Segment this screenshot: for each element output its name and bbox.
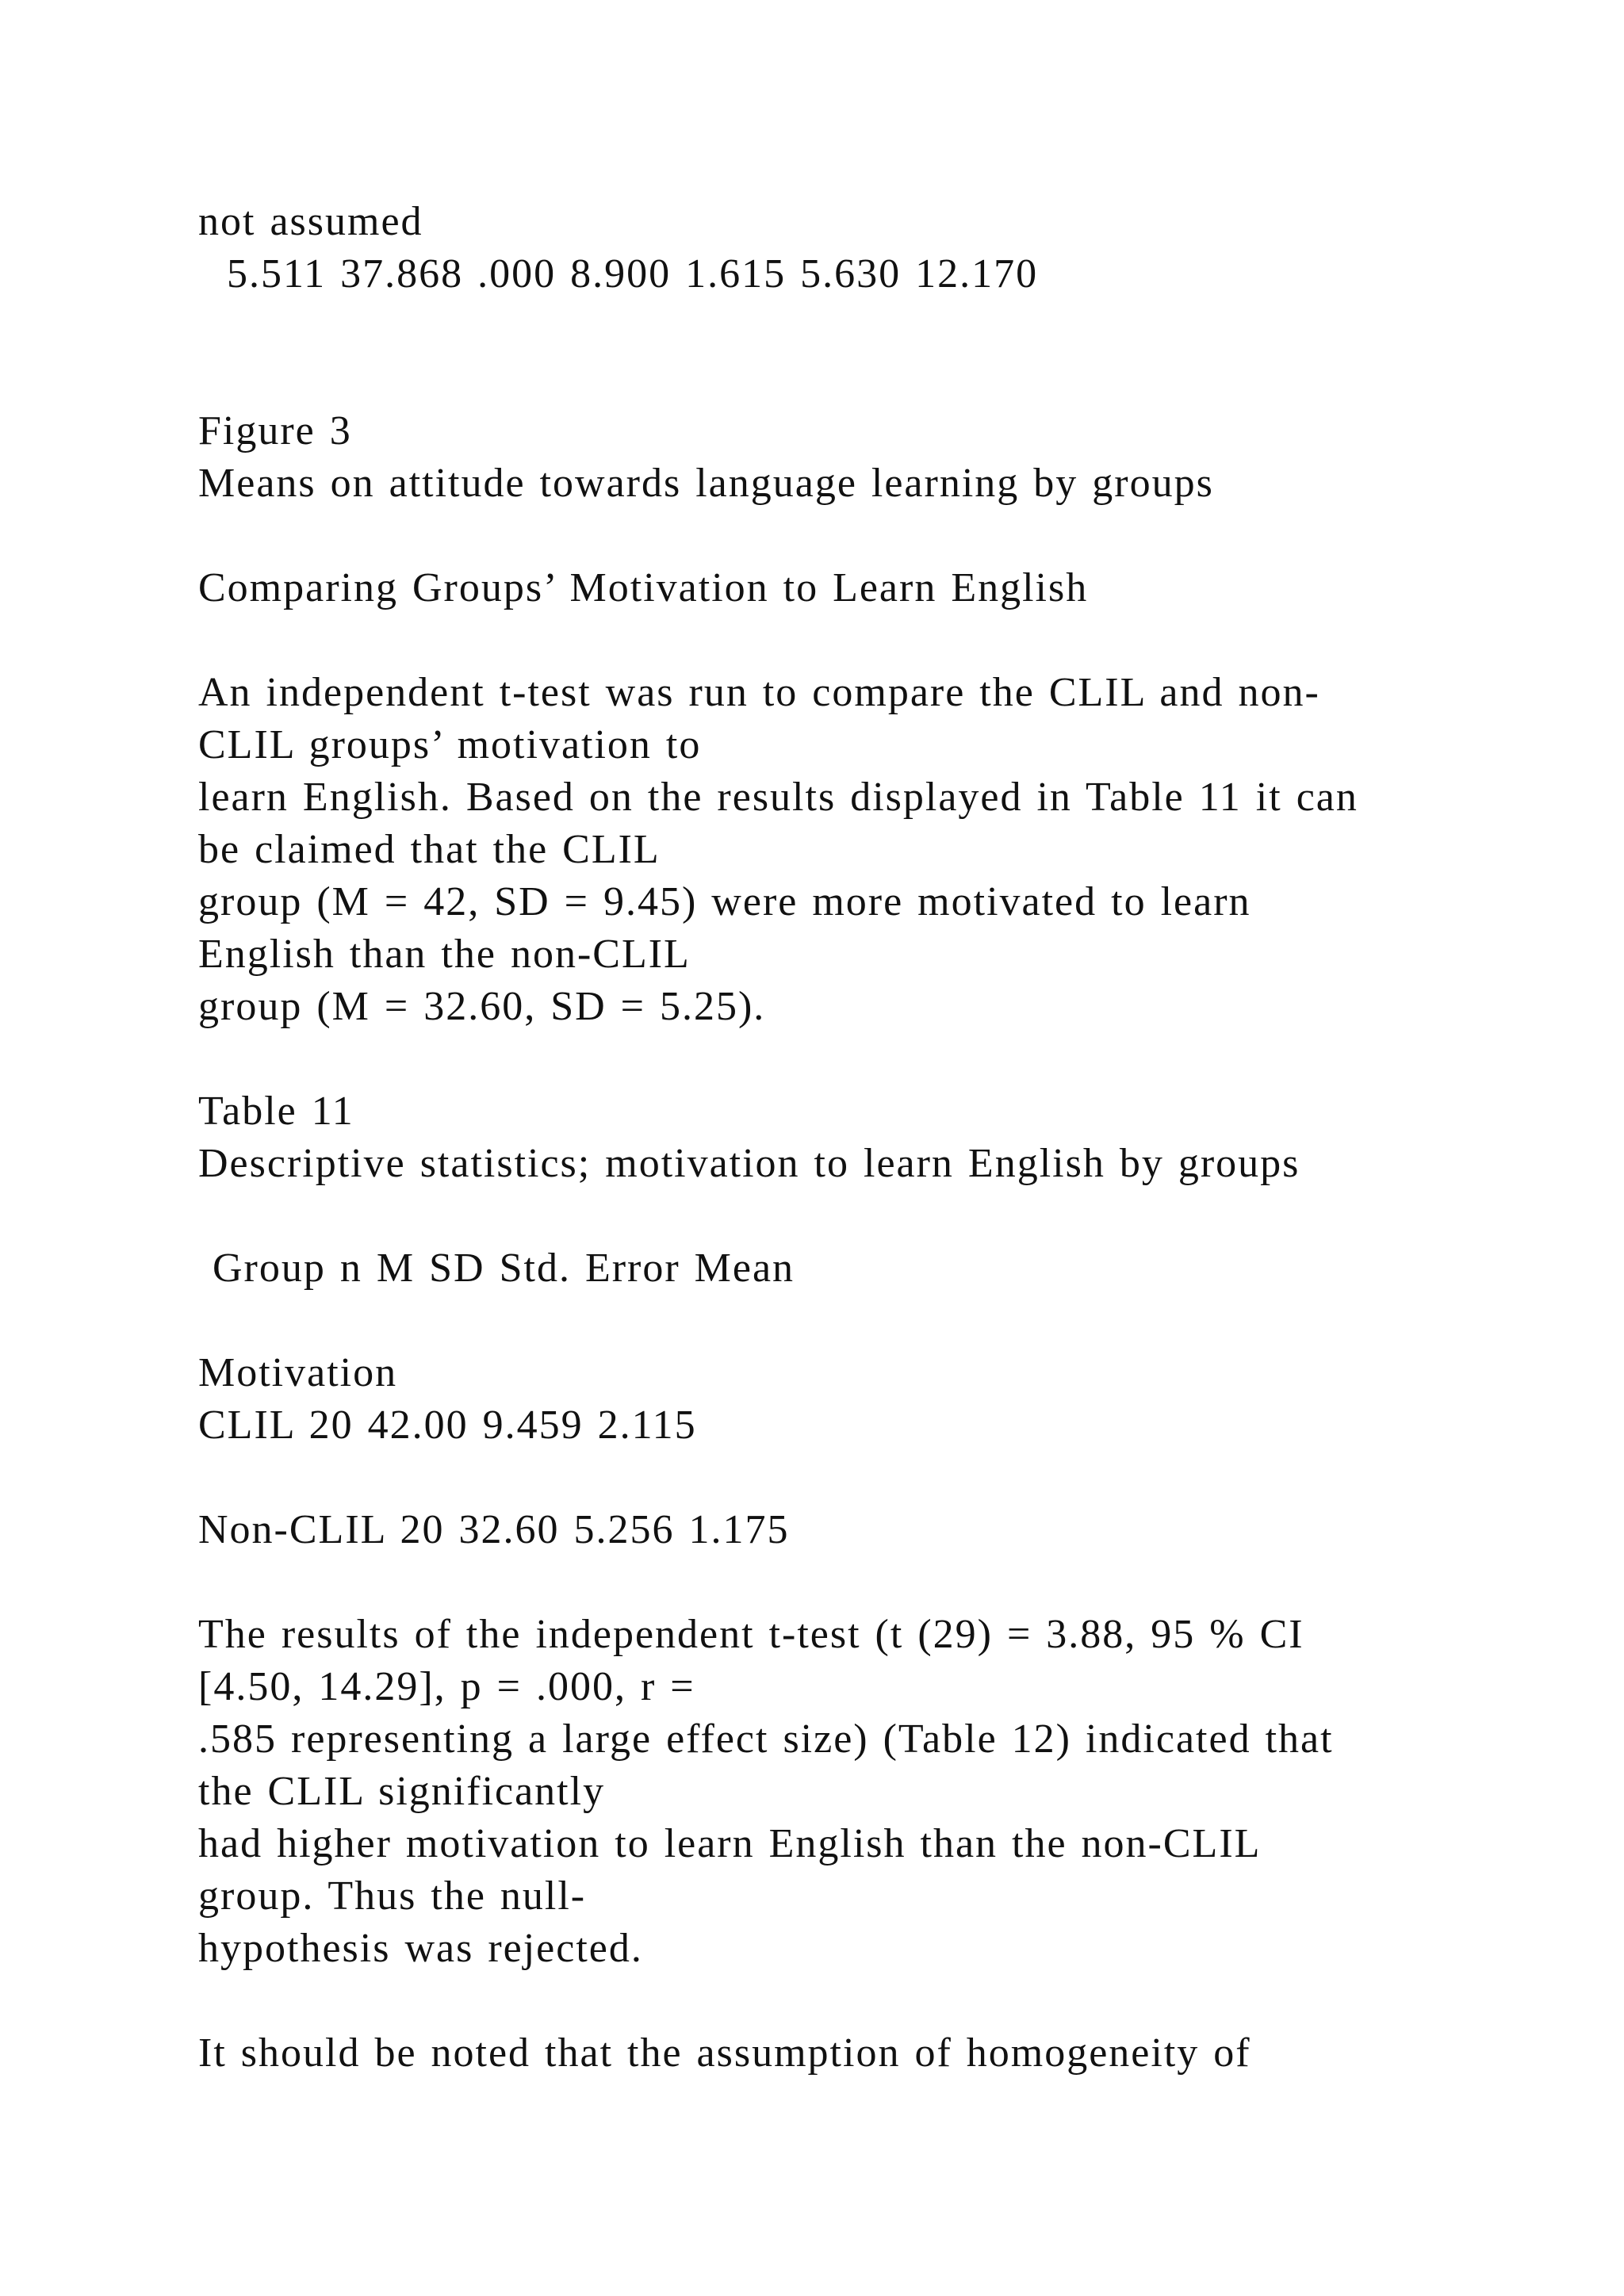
table-row: Non-CLIL 20 32.60 5.256 1.175 [198,1507,790,1552]
text-line: be claimed that the CLIL [198,827,661,872]
table-caption: Descriptive statistics; motivation to learn English by groups [198,1141,1300,1186]
text-line: An independent t-test was run to compare the CLIL and non- [198,670,1320,715]
table-row-label: Motivation [198,1350,398,1395]
section-heading: Comparing Groups’ Motivation to Learn English [198,565,1089,610]
text-line: group. Thus the null- [198,1873,587,1919]
text-line: It should be noted that the assumption of homogeneity of [198,2030,1251,2076]
text-line: had higher motivation to learn English than the non-CLIL [198,1821,1262,1866]
text-line: [4.50, 14.29], p = .000, r = [198,1664,695,1709]
text-line: .585 representing a large effect size) (Table 12) indicated that [198,1716,1334,1762]
figure-label: Figure 3 [198,408,352,453]
text-line: group (M = 32.60, SD = 5.25). [198,984,766,1029]
text-line: group (M = 42, SD = 9.45) were more motivated to learn [198,879,1251,924]
text-line: English than the non-CLIL [198,932,691,977]
text-line: learn English. Based on the results displayed in Table 11 it can [198,775,1358,820]
table-header-row: Group n M SD Std. Error Mean [198,1246,795,1291]
text-line: CLIL groups’ motivation to [198,722,702,767]
text-line: The results of the independent t-test (t (29) = 3.88, 95 % CI [198,1612,1304,1657]
table-label: Table 11 [198,1089,354,1134]
text-line: hypothesis was rejected. [198,1926,643,1971]
text-line: not assumed [198,199,423,244]
text-line: 5.511 37.868 .000 8.900 1.615 5.630 12.170 [198,251,1039,297]
text-line: the CLIL significantly [198,1769,606,1814]
table-row: CLIL 20 42.00 9.459 2.115 [198,1402,697,1448]
figure-caption: Means on attitude towards language learning by groups [198,461,1214,506]
